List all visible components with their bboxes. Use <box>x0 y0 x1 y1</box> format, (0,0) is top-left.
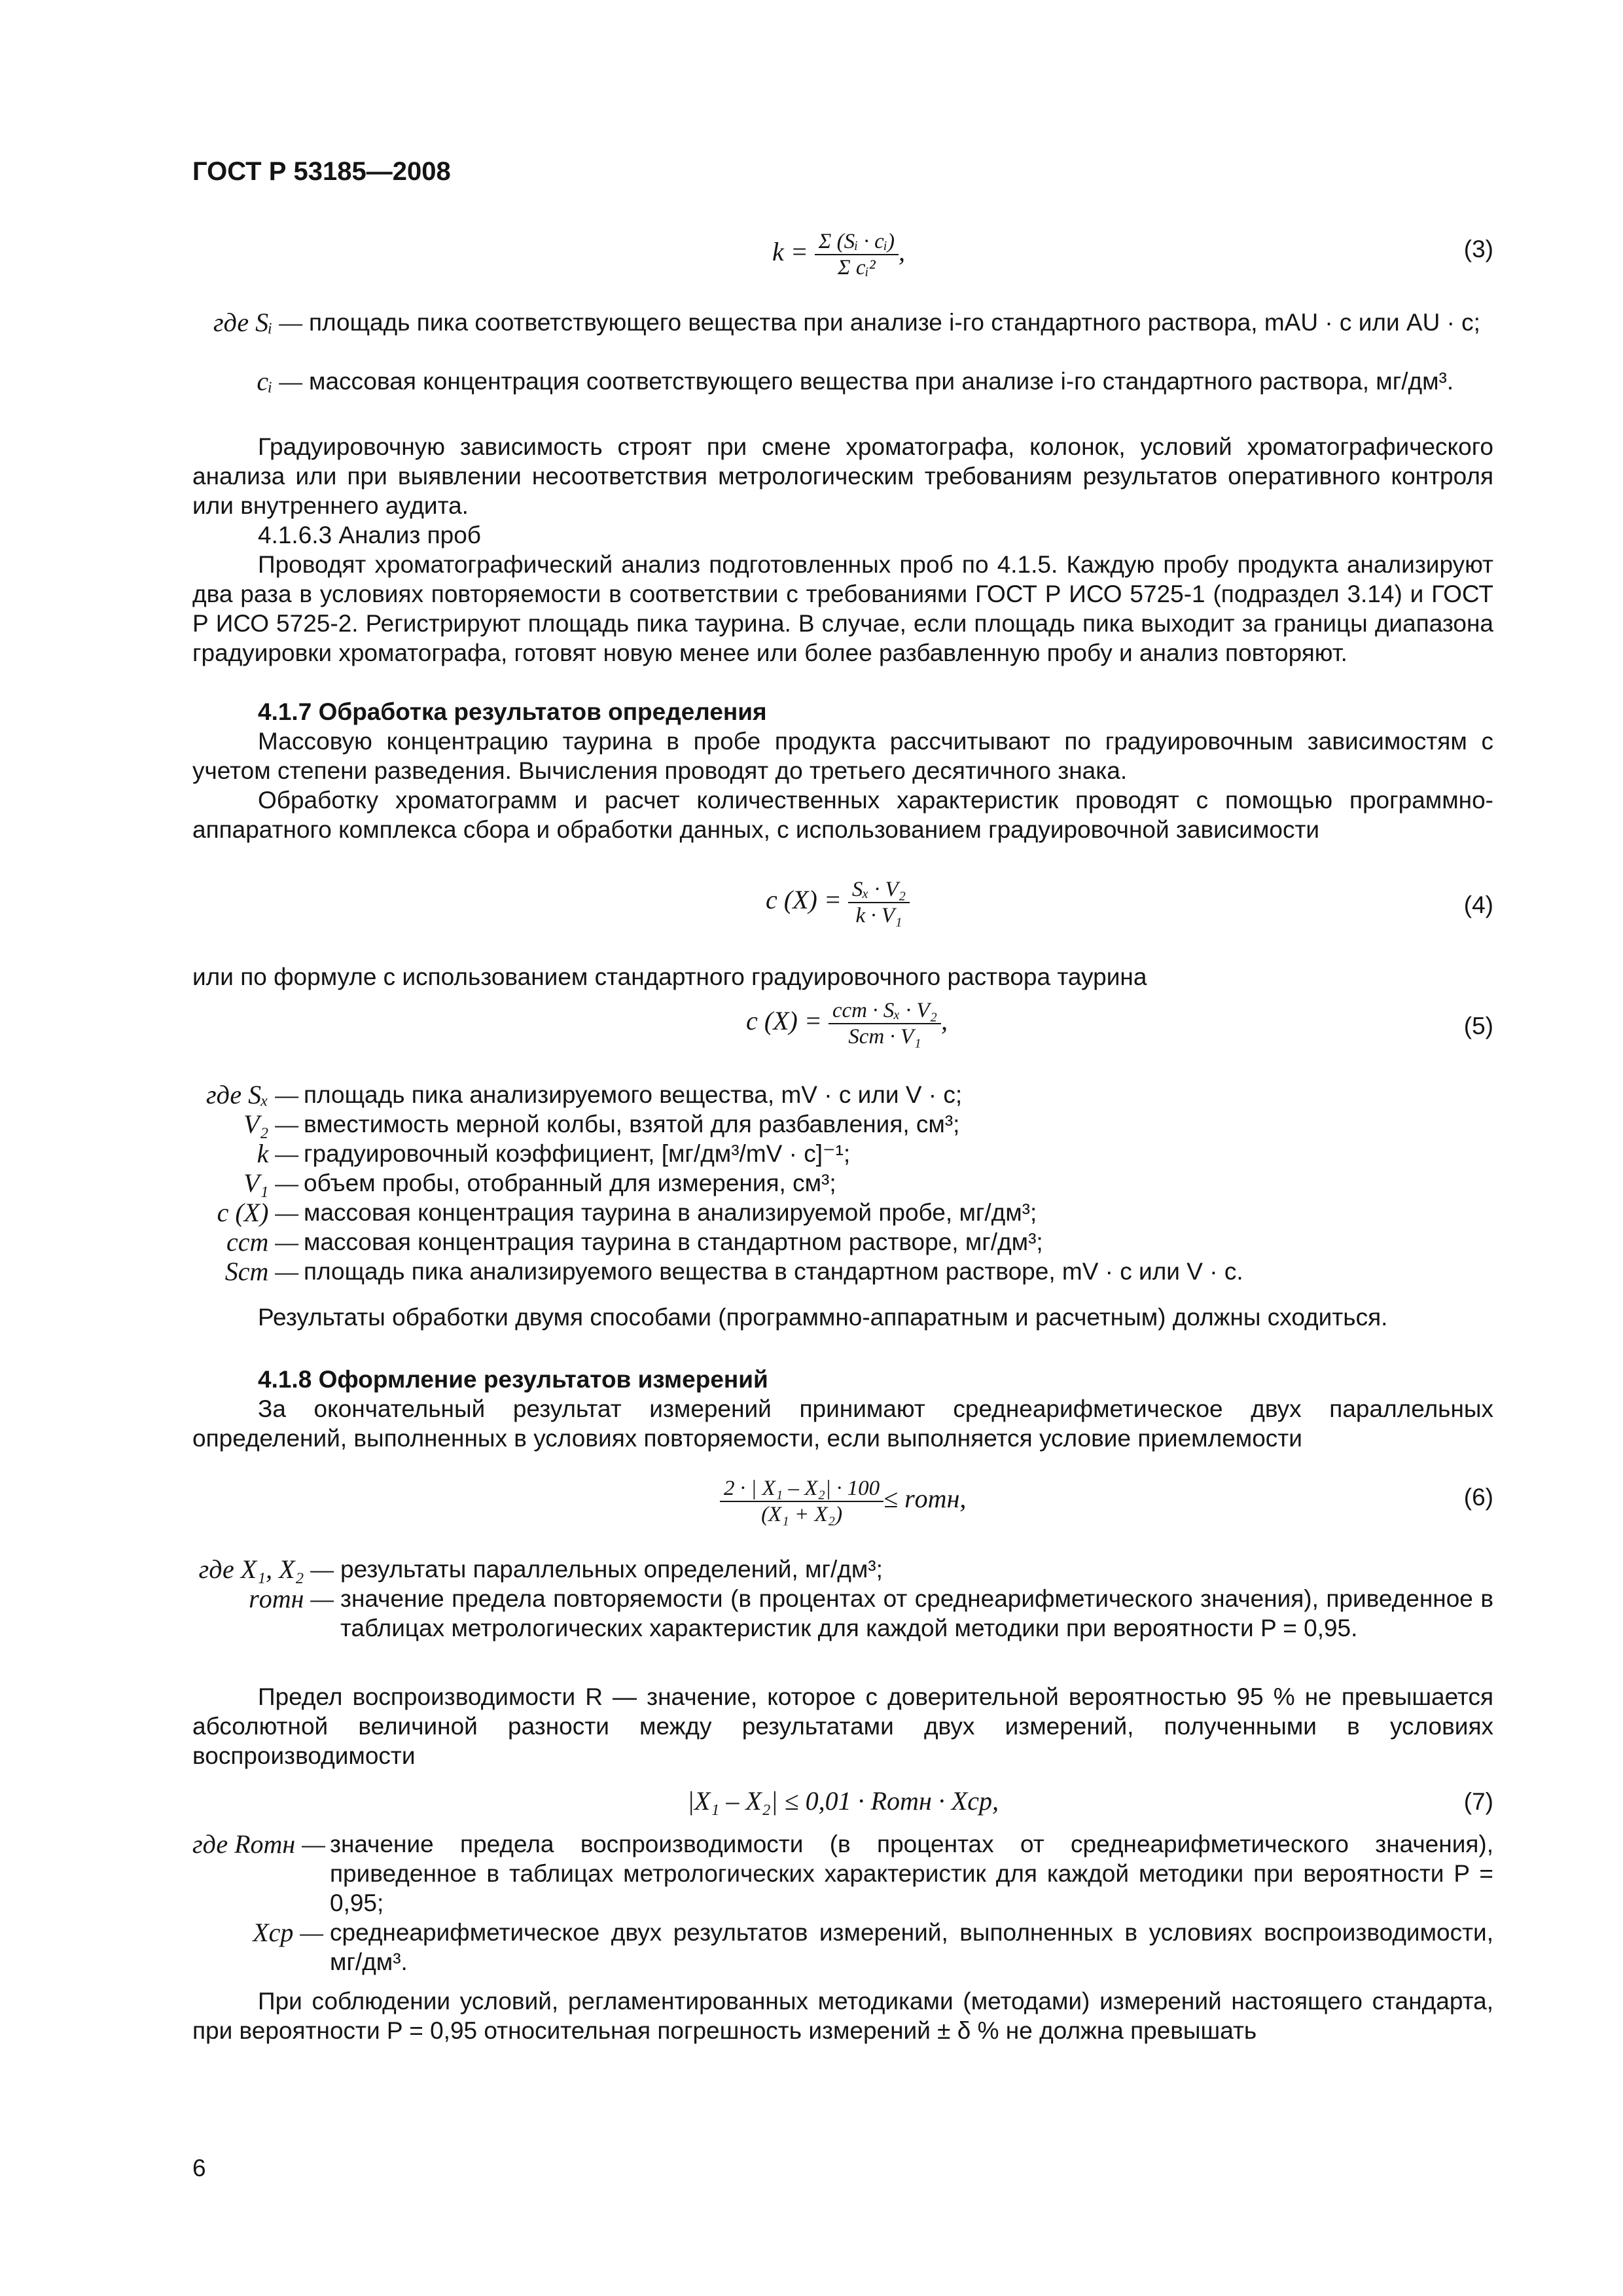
equation-number-6: (6) <box>1463 1484 1493 1511</box>
equation-number-7: (7) <box>1463 1788 1493 1815</box>
formula-6 <box>720 1476 966 1527</box>
paragraph-final: При соблюдении условий, регламентированных методиками (методами) измерений настоящего стандарта, при вероятности P = 0,95 относительная погрешность измерений ± δ % не должна превышать <box>192 1988 1493 2044</box>
definition-symbol: Xср — <box>253 1918 323 1947</box>
definition-text: массовая концентрация таурина в стандартном растворе, мг/дм³; <box>304 1229 1043 1255</box>
paragraph-4-1-7-b: Обработку хроматограмм и расчет количественных характеристик проводят с помощью программно-аппаратного комплекса сбора и обработки данных, с использованием градуировочной зависимости <box>192 787 1493 843</box>
definition-symbol: где X₁, X₂ — <box>198 1554 334 1584</box>
definition-symbol: k — <box>257 1139 298 1168</box>
formula-3-denominator: Σ cᵢ² <box>838 256 876 279</box>
heading-4-1-8: 4.1.8 Оформление результатов измерений <box>258 1366 768 1393</box>
definition-text: среднеарифметическое двух результатов измерений, выполненных в условиях воспроизводимости, мг/дм³. <box>330 1919 1493 1975</box>
formula-3-fraction <box>815 229 899 280</box>
formula-6-denominator: (X₁ + X₂) <box>761 1503 843 1526</box>
formula-5-denominator: Sст · V₁ <box>848 1025 921 1049</box>
definition-symbol: cст — <box>226 1227 298 1257</box>
page-number: 6 <box>192 2155 206 2181</box>
formula-3 <box>772 229 905 280</box>
document-code: ГОСТ Р 53185—2008 <box>192 157 451 186</box>
definitions-formula-7 <box>0 1829 1623 1986</box>
formula-4-lhs: c (X) = <box>766 885 842 915</box>
paragraph-calibration: Градуировочную зависимость строят при смене хроматографа, колонок, условий хроматографического анализа или при выявлении несоответствия метрологическим требованиям результатов оперативного контроля или внутреннего аудита. <box>192 433 1493 519</box>
formula-3-numerator: Σ (Sᵢ · cᵢ) <box>815 229 899 255</box>
section-4-1-6-3: 4.1.6.3 Анализ проб <box>258 522 482 548</box>
formula-5-fraction <box>829 998 941 1049</box>
definition-symbol: rотн — <box>249 1584 334 1613</box>
definition-text: площадь пика анализируемого вещества, mV · с или V · с; <box>304 1081 963 1108</box>
formula-4 <box>766 877 910 928</box>
formula-5 <box>746 998 948 1049</box>
formula-6-numerator: 2 · | X₁ – X₂| · 100 <box>720 1476 883 1502</box>
definition-text: значение предела воспроизводимости (в процентах от среднеарифметического значения), приведенное в таблицах метрологических характеристик для каждой методики при вероятности P = 0,95; <box>330 1831 1493 1916</box>
formula-5-lhs: c (X) = <box>746 1006 822 1036</box>
paragraph-reproducibility: Предел воспроизводимости R — значение, которое с доверительной вероятностью 95 % не превышается абсолютной величиной разности между результатами двух измерений, полученными в условиях воспроизводимости <box>192 1683 1493 1769</box>
formula-7: |X₁ – X₂| ≤ 0,01 · Rотн · Xср, <box>687 1786 999 1816</box>
definition-text: массовая концентрация таурина в анализируемой пробе, мг/дм³; <box>304 1199 1037 1226</box>
formula-5-tail: , <box>940 1006 948 1036</box>
paragraph-results-agree: Результаты обработки двумя способами (программно-аппаратным и расчетным) должны сходиться. <box>258 1304 1388 1331</box>
formula-3-lhs: k = <box>772 237 808 267</box>
definition-text: вместимость мерной колбы, взятой для разбавления, см³; <box>304 1111 960 1138</box>
definition-symbol: cᵢ — <box>257 367 302 396</box>
definition-symbol: V₁ — <box>243 1168 298 1198</box>
formula-6-fraction <box>720 1476 883 1527</box>
formula-4-denominator: k · V₁ <box>855 904 902 927</box>
formula-3-tail: , <box>898 237 905 267</box>
definition-symbol: где Sᵢ — <box>213 308 302 337</box>
paragraph-or-formula: или по формуле с использованием стандартного градуировочного раствора таурина <box>192 963 1147 990</box>
equation-number-3: (3) <box>1463 236 1493 262</box>
formula-4-numerator: Sₓ · V₂ <box>848 877 910 903</box>
definitions-formula-5 <box>0 1080 1623 1296</box>
formula-5-numerator: cст · Sₓ · V₂ <box>829 998 941 1024</box>
definitions-formula-6 <box>0 1554 1623 1672</box>
definition-symbol: где Sₓ — <box>205 1080 298 1109</box>
definitions-formula-3 <box>0 308 1623 425</box>
definition-symbol: где Rотн — <box>192 1829 325 1859</box>
paragraph-4-1-8: За окончательный результат измерений принимают среднеарифметическое двух параллельных определений, выполненных в условиях повторяемости, если выполняется условие приемлемости <box>192 1395 1493 1452</box>
definition-text: значение предела повторяемости (в процентах от среднеарифметического значения), приведенное в таблицах метрологических характеристик для каждой методики при вероятности P = 0,95. <box>340 1585 1493 1641</box>
definition-symbol: V₂ — <box>243 1109 298 1139</box>
formula-6-tail: ≤ rотн, <box>883 1484 967 1514</box>
definition-text: массовая концентрация соответствующего вещества при анализе i-го стандартного раствора, мг/дм³. <box>309 368 1454 395</box>
definition-text: площадь пика анализируемого вещества в стандартном растворе, mV · с или V · с. <box>304 1258 1243 1285</box>
definition-symbol: c (X) — <box>217 1198 298 1227</box>
equation-number-4: (4) <box>1463 891 1493 918</box>
definition-text: объем пробы, отобранный для измерения, см³; <box>304 1170 836 1196</box>
equation-number-5: (5) <box>1463 1013 1493 1039</box>
definition-text: результаты параллельных определений, мг/дм³; <box>340 1556 883 1583</box>
paragraph-analysis: Проводят хроматографический анализ подготовленных проб по 4.1.5. Каждую пробу продукта анализируют два раза в условиях повторяемости в соответствии с требованиями ГОСТ Р ИСО 5725-1 (подраздел 3.14) и ГОСТ Р ИСО 5725-2. Регистрируют площадь пика таурина. В случае, если площадь пика выходит за границы диапазона градуировки хроматографа, готовят новую менее или более разбавленную пробу и анализ повторяют. <box>192 551 1493 666</box>
heading-4-1-7: 4.1.7 Обработка результатов определения <box>258 698 767 725</box>
paragraph-4-1-7-a: Массовую концентрацию таурина в пробе продукта рассчитывают по градуировочным зависимостям с учетом степени разведения. Вычисления проводят до третьего десятичного знака. <box>192 728 1493 784</box>
definition-text: площадь пика соответствующего вещества при анализе i-го стандартного раствора, mAU · с или AU · с; <box>309 309 1480 336</box>
definition-symbol: Sст — <box>224 1257 298 1286</box>
formula-4-fraction <box>848 877 910 928</box>
definition-text: градуировочный коэффициент, [мг/дм³/mV · с]⁻¹; <box>304 1140 851 1167</box>
